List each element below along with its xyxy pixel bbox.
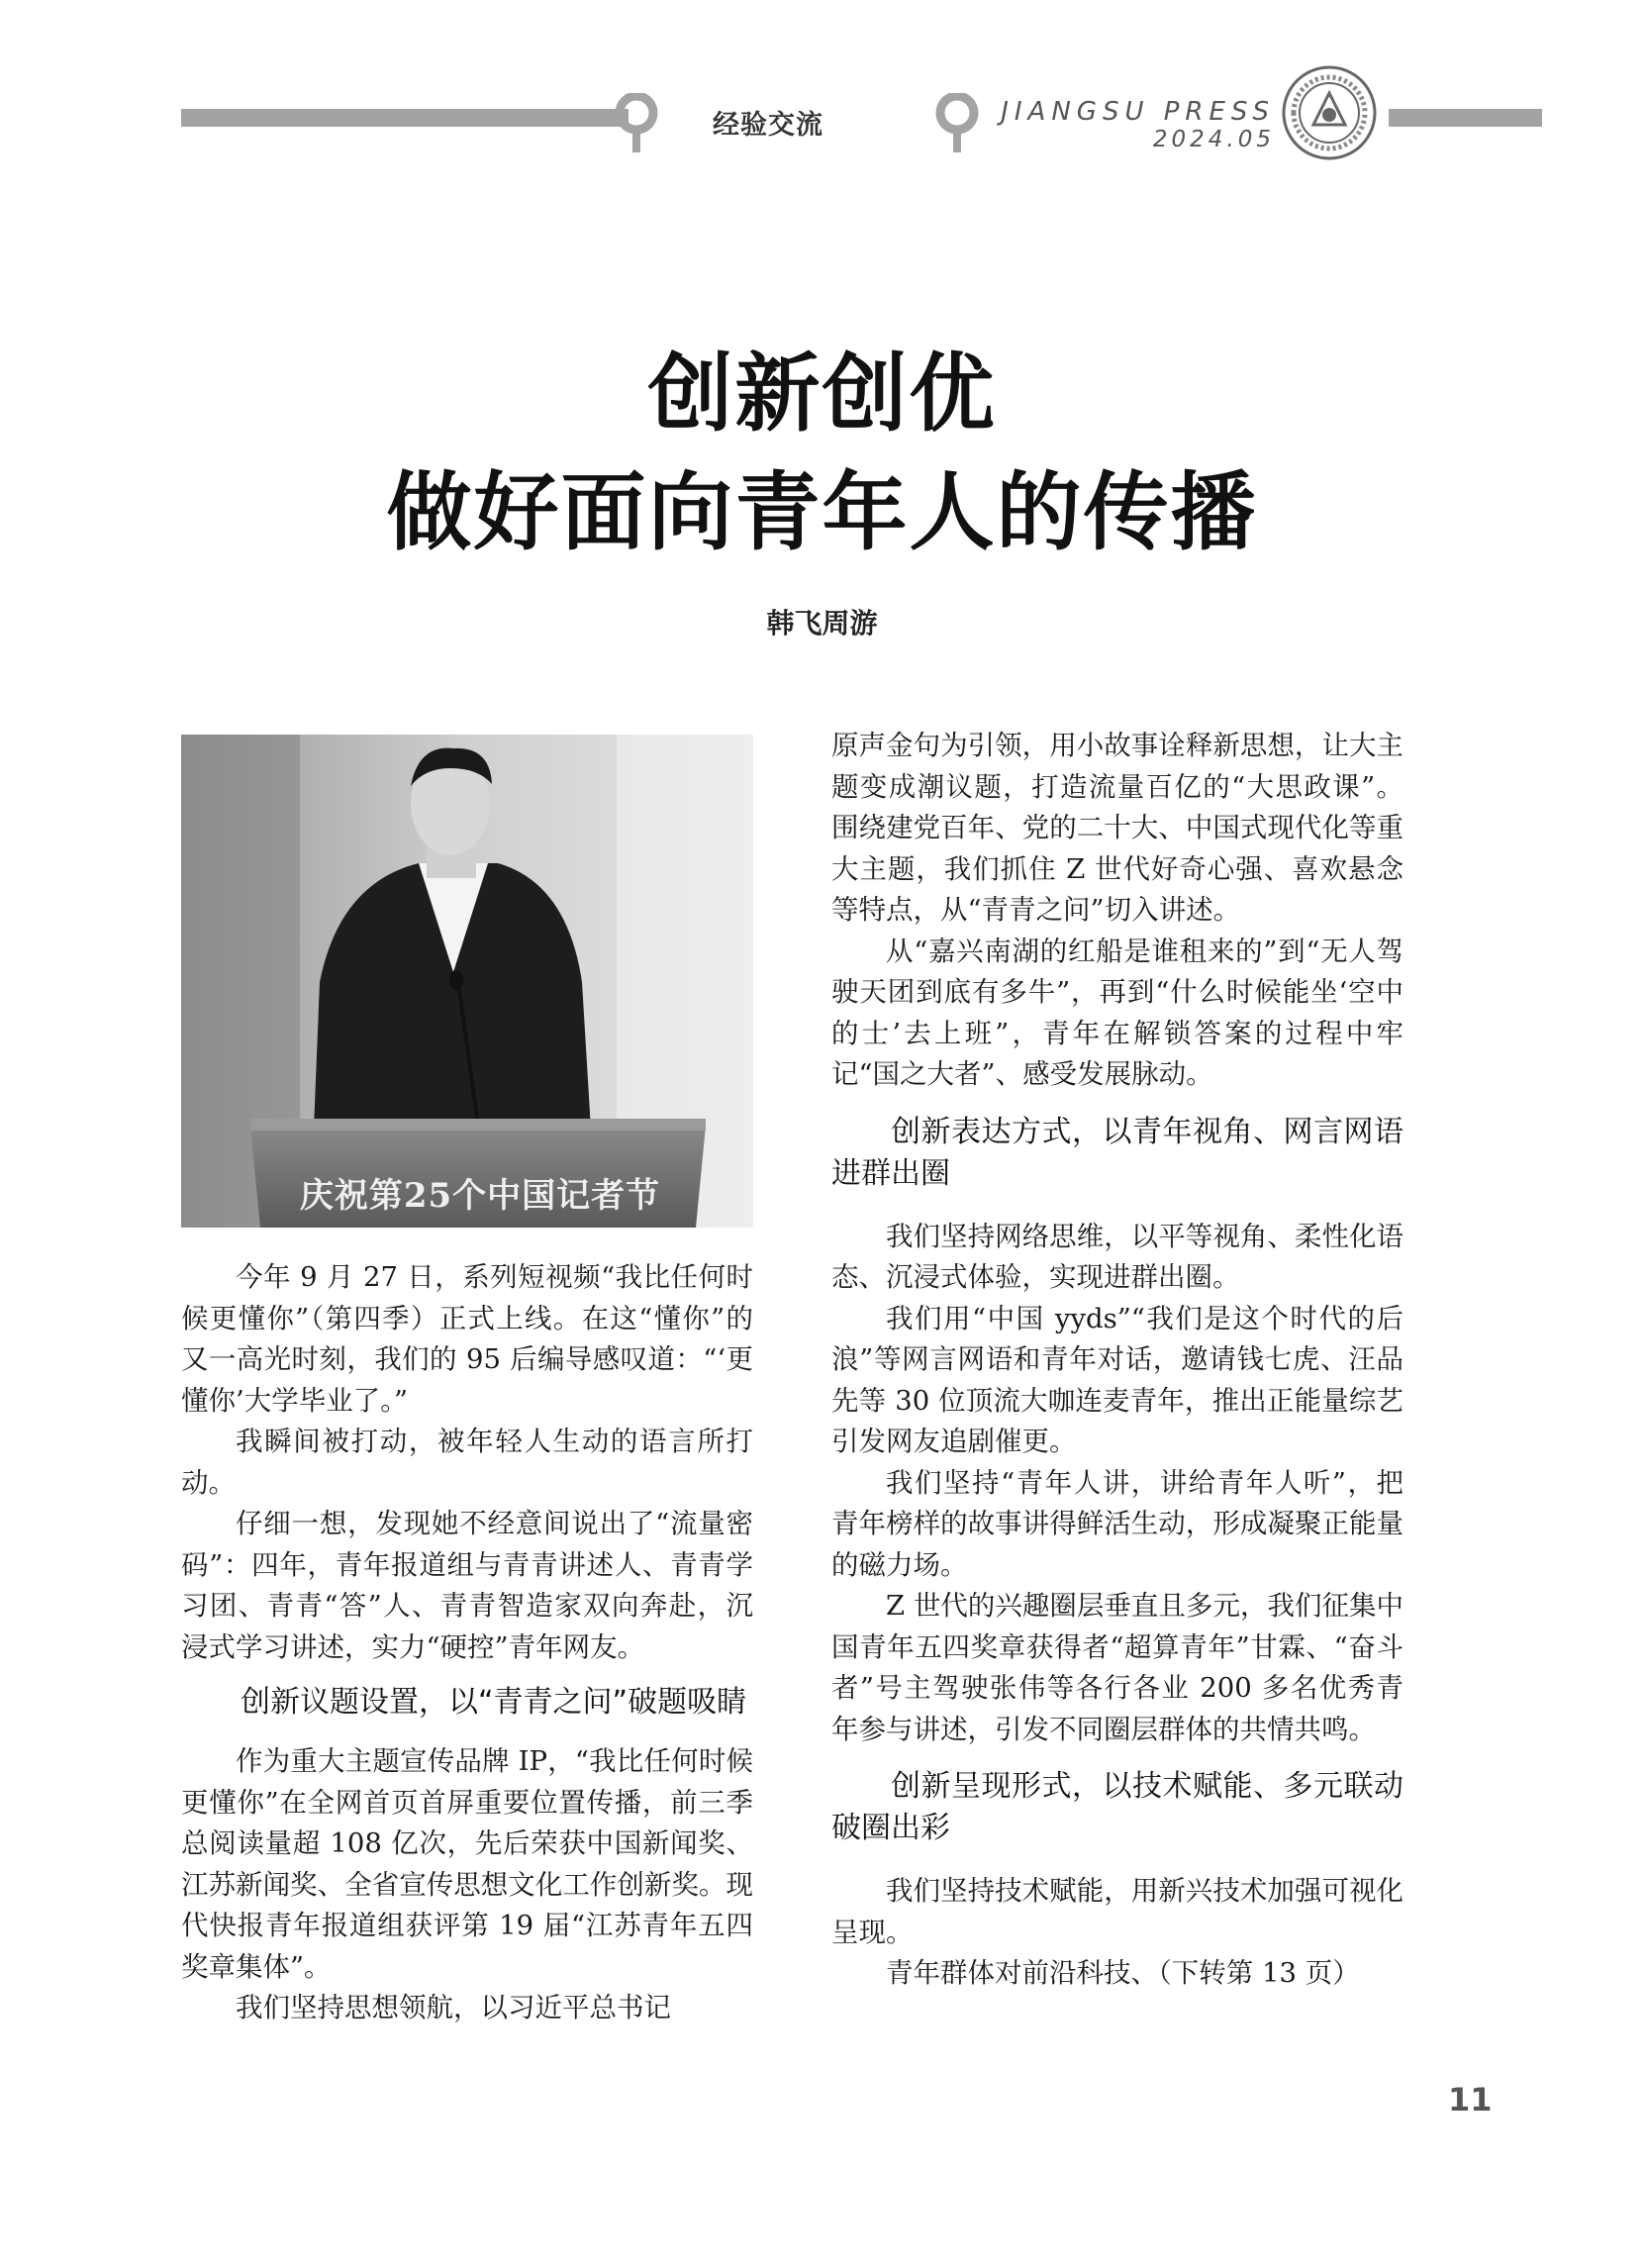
subheading: 创新表达方式，以青年视角、网言网语进群出圈 <box>831 1114 1403 1191</box>
paragraph: 原声金句为引领，用小故事诠释新思想，让大主题变成潮议题，打造流量百亿的“大思政课”。围绕建党百年、党的二十大、中国式现代化等重大主题，我们抓住 Z 世代好奇心强、喜欢悬念等特点，从“青青之问”切入讲述。 <box>831 730 1403 926</box>
paragraph: Z 世代的兴趣圈层垂直且多元，我们征集中国青年五四奖章获得者“超算青年”甘霖、“奋斗者”号主驾驶张伟等各行各业 200 多名优秀青年参与讲述，引发不同圈层群体的共情共鸣。 <box>831 1590 1403 1745</box>
magazine-issue: 2024.05 <box>1152 127 1275 152</box>
association-seal-logo <box>1280 63 1379 162</box>
magazine-name: JIANGSU PRESS <box>1001 97 1275 127</box>
paragraph: 仔细一想，发现她不经意间说出了“流量密码”：四年，青年报道组与青青讲述人、青青学习团、青青“答”人、青青智造家双向奔赴，沉浸式学习讲述，实力“硬控”青年网友。 <box>181 1508 753 1663</box>
paragraph: 我们坚持网络思维，以平等视角、柔性化语态、沉浸式体验，实现进群出圈。 <box>831 1220 1403 1293</box>
paragraph: 我瞬间被打动，被年轻人生动的语言所打动。 <box>181 1426 753 1499</box>
paragraph: 我们坚持技术赋能，用新兴技术加强可视化呈现。 <box>831 1875 1403 1948</box>
location-pin-icon <box>934 93 980 152</box>
page-number: 11 <box>1448 2081 1493 2119</box>
article-author: 韩飞周游 <box>766 607 878 640</box>
section-title: 经验交流 <box>713 110 823 141</box>
paragraph: 今年 9 月 27 日，系列短视频“我比任何时候更懂你”（第四季）正式上线。在这“懂你”的又一高光时刻，我们的 95 后编导感叹道：“‘更懂你’大学毕业了。” <box>181 1261 753 1417</box>
left-column <box>181 1257 753 2029</box>
header-bar-left <box>181 109 629 127</box>
location-pin-icon <box>614 93 659 152</box>
magazine-masthead <box>998 97 1275 152</box>
paragraph: 我们用“中国 yyds”“我们是这个时代的后浪”等网言网语和青年对话，邀请钱七虎、汪品先等 30 位顶流大咖连麦青年，推出正能量综艺引发网友追剧催更。 <box>831 1302 1403 1457</box>
speaker-photo <box>181 735 753 1228</box>
paragraph: 青年群体对前沿科技、（下转第 13 页） <box>886 1957 1360 1989</box>
paragraph: 我们坚持“青年人讲，讲给青年人听”，把青年榜样的故事讲得鲜活生动，形成凝聚正能量的磁力场。 <box>831 1466 1403 1581</box>
subheading: 创新议题设置，以“青青之问”破题吸睛 <box>241 1685 747 1720</box>
article-title-line2: 做好面向青年人的传播 <box>386 463 1258 562</box>
subheading: 创新呈现形式，以技术赋能、多元联动破圈出彩 <box>831 1769 1403 1845</box>
podium-banner: 庆祝第25个中国记者节 <box>299 1176 661 1216</box>
article-title-line1: 创新创优 <box>647 345 997 444</box>
paragraph: 作为重大主题宣传品牌 IP，“我比任何时候更懂你”在全网首页首屏重要位置传播，前三季总阅读量超 108 亿次，先后荣获中国新闻奖、江苏新闻奖、全省宣传思想文化工作创新奖。现代快报青年报道组获评第 19 届“江苏青年五四奖章集体”。 <box>181 1745 753 1983</box>
right-column <box>831 726 1403 1995</box>
paragraph: 从“嘉兴南湖的红船是谁租来的”到“无人驾驶天团到底有多牛”，再到“什么时候能坐‘空中的士’去上班”，青年在解锁答案的过程中牢记“国之大者”、感受发展脉动。 <box>831 935 1403 1090</box>
paragraph: 我们坚持思想领航，以习近平总书记 <box>236 1992 671 2023</box>
header-bar-right <box>1389 109 1542 127</box>
